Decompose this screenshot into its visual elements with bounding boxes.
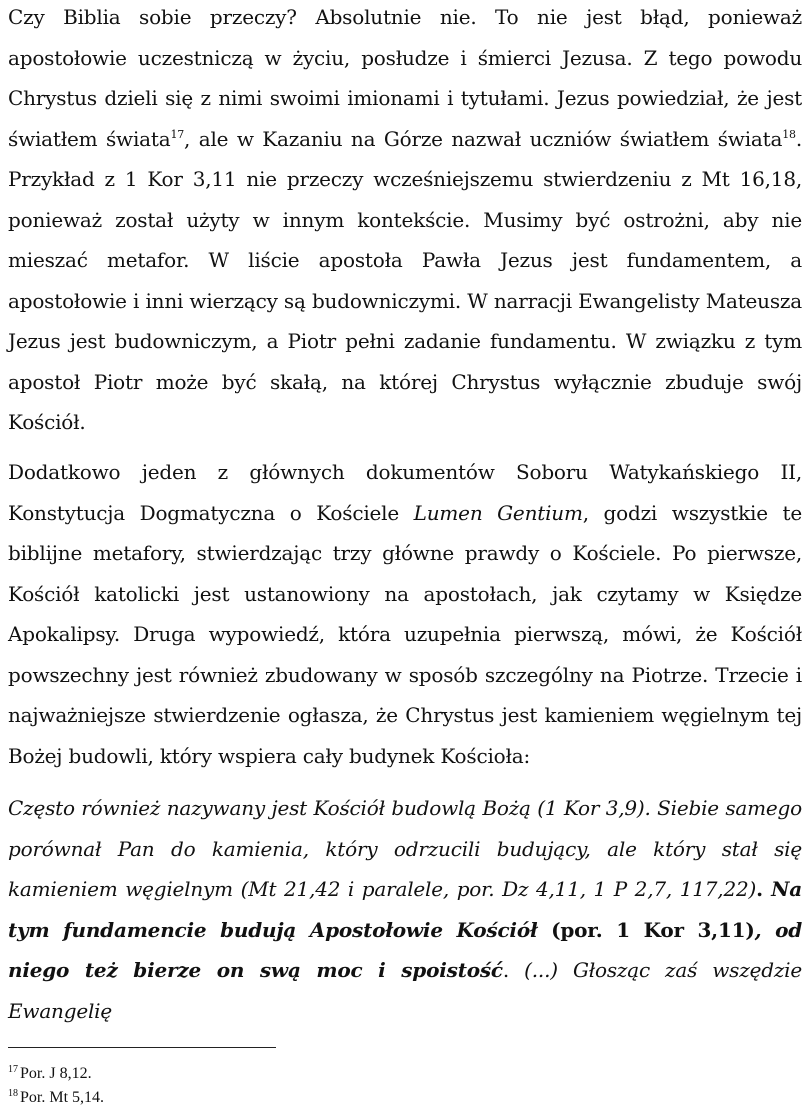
footnotes <box>8 1062 608 1110</box>
paragraph-2-text-b: , godzi wszystkie te biblijne metafory, stwierdzając trzy główne prawdy o Kościele. Po pierwsze, Kościół katolicki jest ustanowiony na apostołach, jak czytamy w Księdze Apokalipsy. Druga wypowiedź, która uzupełnia pierwszą, mówi, że Kościół powszechny jest również zbudowany w sposób szczególny na Piotrze. Trzecie i najważniejsze stwierdzenie ogłasza, że Chrystus jest kamieniem węgielnym tej Bożej budowli, który wspiera cały budynek Kościoła: <box>8 500 802 768</box>
document-title-italic: Lumen Gentium <box>413 500 583 525</box>
footnote-17 <box>8 1062 608 1086</box>
paragraph-1-text-c: . Przykład z 1 Kor 3,11 nie przeczy wcześniejszemu stwierdzeniu z Mt 16,18, ponieważ został użyty w innym kontekście. Musimy być ostrożni, aby nie mieszać metafor. W liście apostoła Pawła Jezus jest fundamentem, a apostołowie i inni wierzący są budowniczymi. W narracji Ewangelisty Mateusza Jezus jest budowniczym, a Piotr pełni zadanie fundamentu. W związku z tym apostoł Piotr może być skałą, na której Chrystus wyłącznie zbuduje swój Kościół. <box>8 126 802 434</box>
quote-paren-close: ) <box>745 917 755 942</box>
footnote-number: 17 <box>8 1064 18 1075</box>
quote-text-b: (...) Głosząc zaś wszędzie Ewangelię <box>8 958 802 1023</box>
footnote-ref-17[interactable]: 17 <box>170 127 185 141</box>
footnote-text: Por. Mt 5,14. <box>20 1089 105 1106</box>
paragraph-1 <box>8 0 802 443</box>
quote-period-2: . <box>502 958 510 982</box>
quote-bold-b: , od niego też bierze on swą moc i spoistość <box>8 917 802 982</box>
footnote-number: 18 <box>8 1088 18 1099</box>
quote-text-a: Często również nazywany jest Kościół budowlą Bożą (1 Kor 3,9). Siebie samego porównał Pan do kamienia, który odrzucili budujący, ale który stał się kamieniem węgielnym (Mt 21,42 i paralele, por. Dz 4,11, 1 P 2,7, 117,22) <box>8 796 802 901</box>
paragraph-2 <box>8 452 802 776</box>
quote-paren-open: ( <box>551 917 561 942</box>
quotation-paragraph <box>8 788 802 1031</box>
quote-bold-a: Na tym fundamencie budują Apostołowie Kościół <box>8 877 802 942</box>
quote-bold-reference: por. 1 Kor 3,11 <box>560 917 746 942</box>
footnote-ref-18[interactable]: 18 <box>782 127 796 141</box>
paragraph-1-text-b: , ale w Kazaniu na Górze nazwał uczniów światłem świata <box>184 126 783 151</box>
paragraph-2-text-a: Dodatkowo jeden z głównych dokumentów Soboru Watykańskiego II, Konstytucja Dogmatyczna o Kościele <box>8 460 802 525</box>
footnote-text: Por. J 8,12. <box>20 1065 92 1082</box>
quote-period-1: . <box>756 877 763 901</box>
footnote-separator <box>8 1047 276 1048</box>
footnote-18 <box>8 1086 608 1110</box>
paragraph-1-text-a: Czy Biblia sobie przeczy? Absolutnie nie. To nie jest błąd, ponieważ apostołowie uczestniczą w życiu, posłudze i śmierci Jezusa. Z tego powodu Chrystus dzieli się z nimi swoimi imionami i tytułami. Jezus powiedział, że jest światłem świata <box>8 5 802 151</box>
